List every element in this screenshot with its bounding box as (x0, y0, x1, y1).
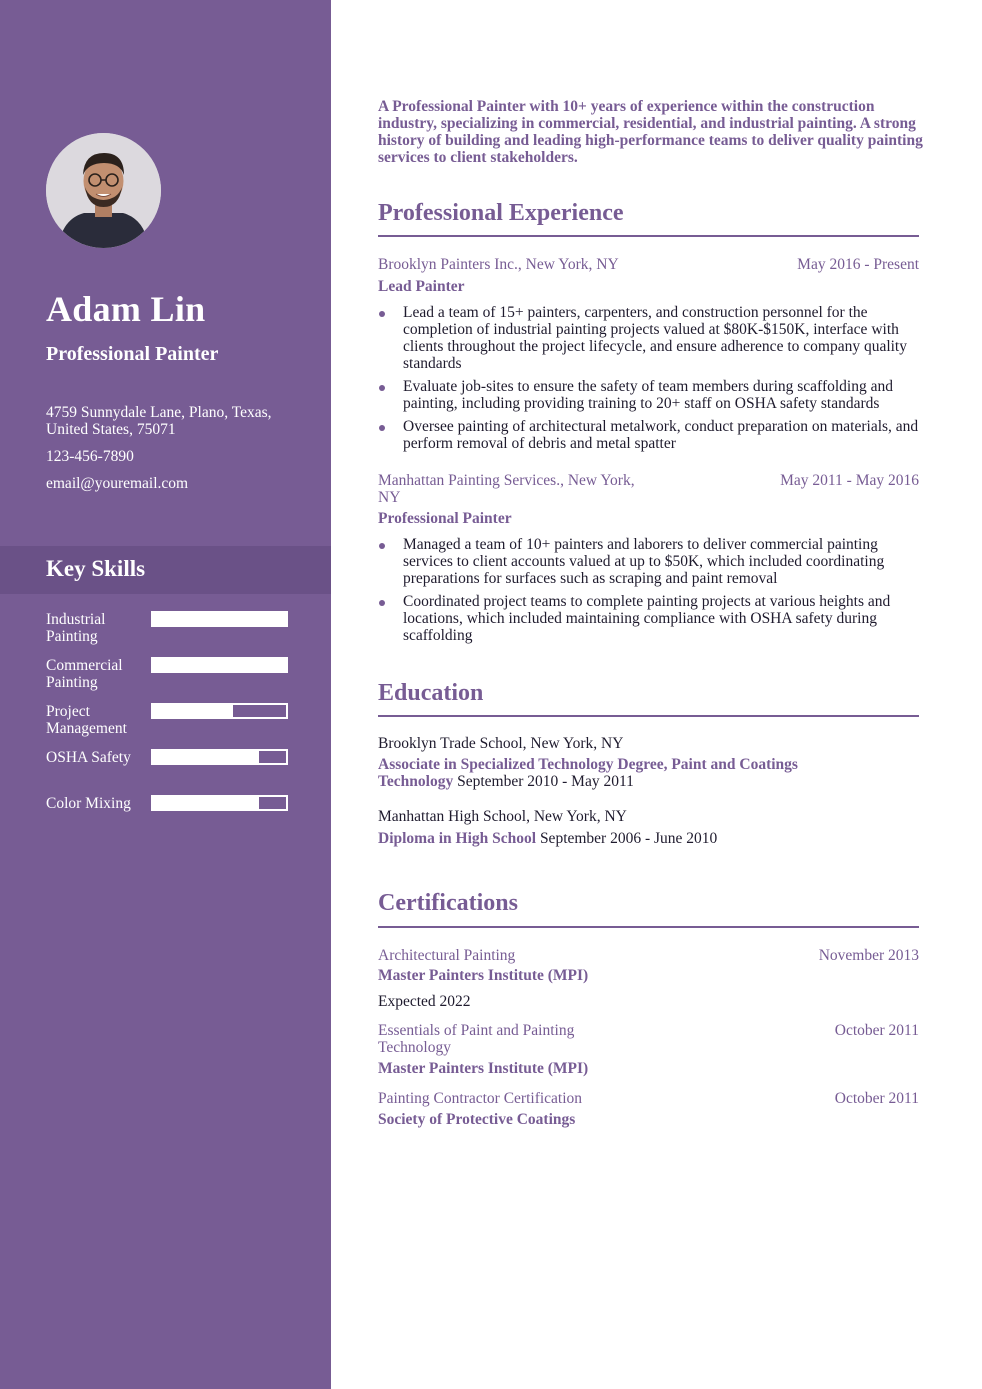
job-org: Manhattan Painting Services., New York, NY (378, 472, 635, 506)
cert-name: Painting Contractor Certification (378, 1090, 583, 1107)
avatar (46, 133, 161, 248)
list-item: Coordinated project teams to complete painting projects at various heights and locations, which included maintaining compliance with OSHA safety during scaffolding (378, 593, 923, 644)
job-date: May 2016 - Present (797, 256, 919, 273)
certifications-title: Certifications (378, 890, 518, 916)
cert-issuer: Society of Protective Coatings (378, 1111, 576, 1128)
skill-bar (151, 703, 288, 719)
email: email@youremail.com (46, 475, 189, 492)
skill-bar-fill (153, 797, 259, 809)
skill-bar (151, 611, 288, 627)
section-divider (378, 715, 919, 717)
experience-title: Professional Experience (378, 200, 624, 226)
edu-dates: September 2006 - June 2010 (539, 830, 718, 847)
cert-issuer: Master Painters Institute (MPI) (378, 967, 589, 984)
skill-bar-fill (153, 751, 259, 763)
cert-date: October 2011 (834, 1022, 919, 1039)
skill-bar-fill (153, 613, 286, 625)
skill-bar-fill (153, 659, 286, 671)
cert-date: November 2013 (818, 947, 919, 964)
edu-degree: Diploma in High School (378, 830, 537, 847)
skill-label: Project Management (46, 703, 127, 737)
skill-label: Industrial Painting (46, 611, 106, 645)
skill-label: OSHA Safety (46, 749, 131, 766)
skill-bar (151, 657, 288, 673)
skills-title: Key Skills (46, 556, 146, 581)
skill-label: Commercial Painting (46, 657, 123, 691)
skill-label: Color Mixing (46, 795, 131, 812)
cert-date: October 2011 (834, 1090, 919, 1107)
edu-degree: Associate in Specialized Technology Degree, Paint and Coatings Technology (378, 756, 798, 790)
edu-school: Brooklyn Trade School, New York, NY (378, 735, 624, 752)
cert-name: Essentials of Paint and Painting Technology (378, 1022, 575, 1056)
list-item: Oversee painting of architectural metalwork, conduct preparation on materials, and perform removal of debris and metal spatter (378, 418, 923, 452)
summary: A Professional Painter with 10+ years of experience within the construction industry, specializing in commercial, residential, and industrial painting. A strong history of building and leading high-performance teams to deliver quality painting services to client stakeholders. (378, 98, 923, 166)
cert-issuer: Master Painters Institute (MPI) (378, 1060, 589, 1077)
section-divider (378, 235, 919, 237)
edu-dates: September 2010 - May 2011 (457, 773, 634, 790)
person-title: Professional Painter (46, 343, 219, 365)
job-bullets (378, 536, 923, 650)
list-item: Managed a team of 10+ painters and laborers to deliver commercial painting services to client accounts valued at up to $50K, which included coordinating preparations for surfaces such as scraping and paint removal (378, 536, 923, 587)
job-date: May 2011 - May 2016 (780, 472, 919, 489)
avatar-photo (46, 133, 161, 248)
job-role: Lead Painter (378, 278, 465, 295)
edu-degree-line (378, 830, 848, 847)
person-name: Adam Lin (46, 289, 206, 329)
job-org: Brooklyn Painters Inc., New York, NY (378, 256, 619, 273)
edu-school: Manhattan High School, New York, NY (378, 808, 627, 825)
education-title: Education (378, 680, 484, 706)
job-role: Professional Painter (378, 510, 512, 527)
skill-bar-fill (153, 705, 233, 717)
section-divider (378, 926, 919, 928)
sidebar (0, 0, 331, 1389)
edu-degree-line (378, 756, 848, 790)
list-item: Evaluate job-sites to ensure the safety of team members during scaffolding and painting, including providing training to 20+ staff on OSHA safety standards (378, 378, 923, 412)
skill-bar (151, 795, 288, 811)
phone: 123-456-7890 (46, 448, 134, 465)
list-item: Lead a team of 15+ painters, carpenters, and construction personnel for the completion of industrial painting projects valued at $80K-$150K, interface with clients throughout the project lifecycle, and ensure adherence to company quality standards (378, 304, 923, 372)
address: 4759 Sunnydale Lane, Plano, Texas, United States, 75071 (46, 404, 272, 438)
skill-bar (151, 749, 288, 765)
job-bullets (378, 304, 923, 458)
cert-note: Expected 2022 (378, 993, 471, 1010)
cert-name: Architectural Painting (378, 947, 516, 964)
